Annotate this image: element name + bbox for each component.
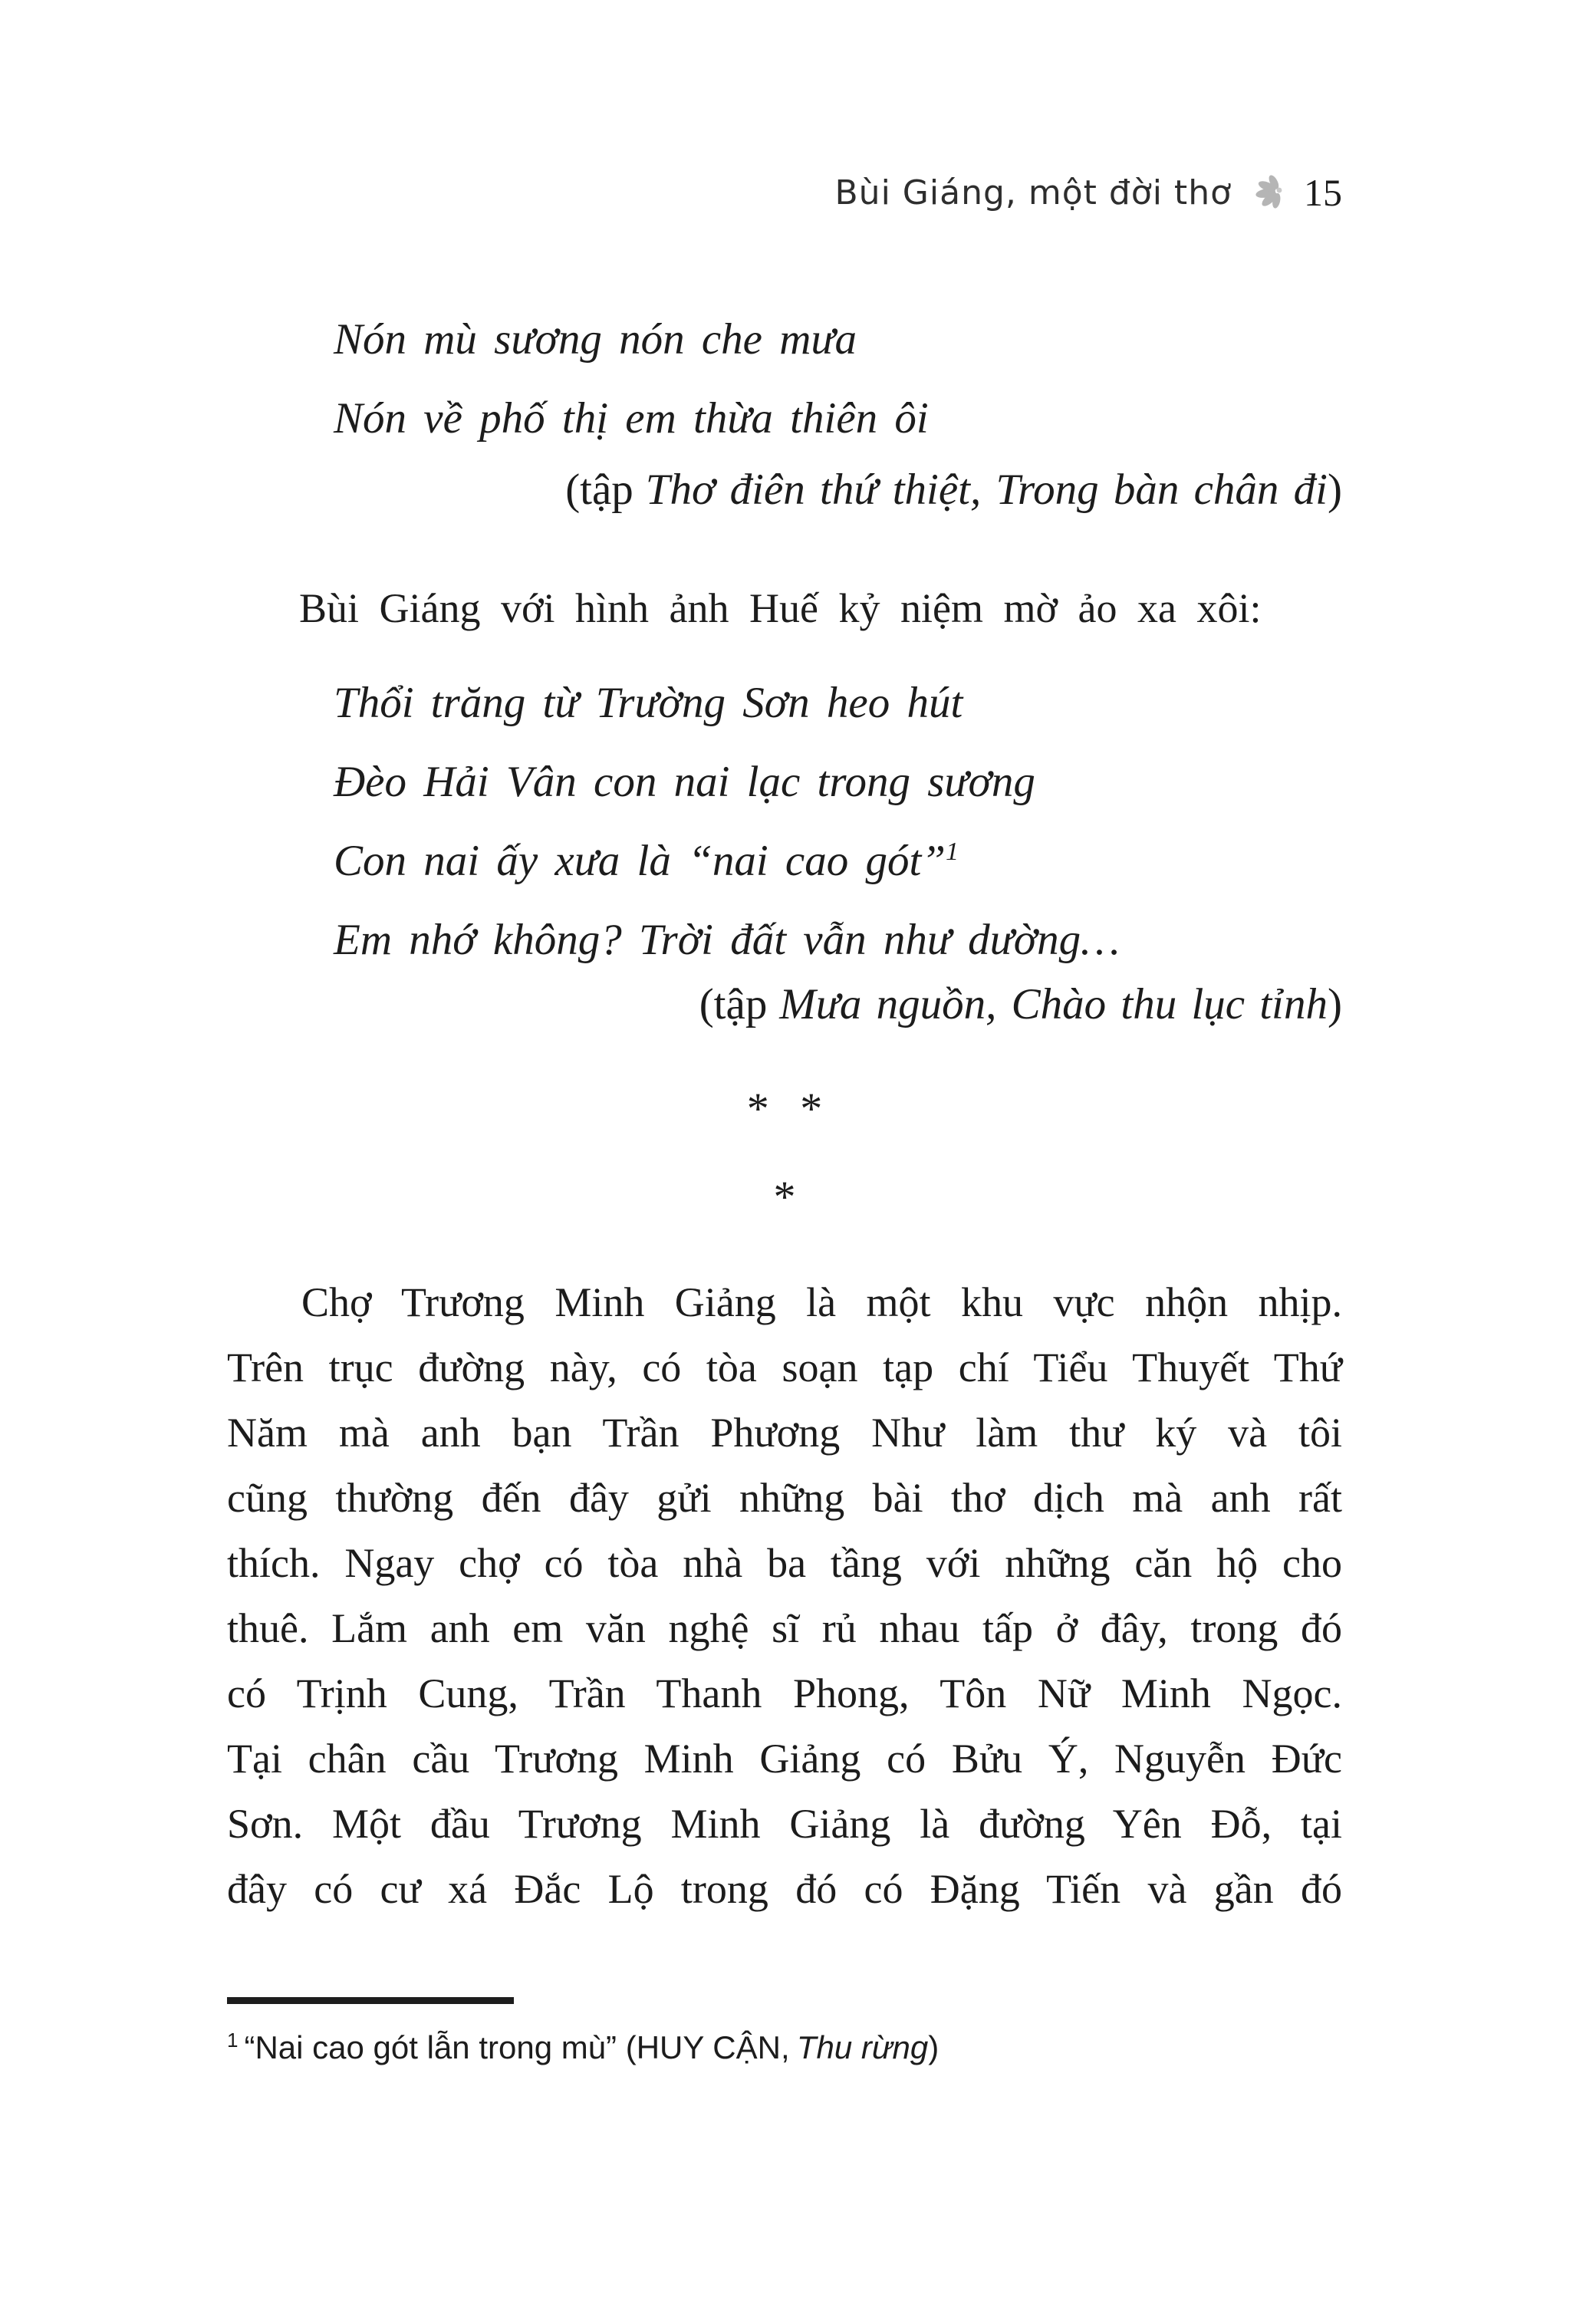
poem-line: Thổi trăng từ Trường Sơn heo hút [334, 679, 963, 727]
poem-line: Đèo Hải Vân con nai lạc trong sương [334, 758, 1035, 806]
footnote-suffix: ) [928, 2029, 940, 2065]
poem-line-text: Con nai ấy xưa là “nai cao gót” [334, 837, 946, 885]
body-line: có Trịnh Cung, Trần Thanh Phong, Tôn Nữ Minh Ngọc. [227, 1670, 1342, 1716]
body-paragraph [227, 1270, 1342, 1922]
running-title: Bùi Giáng, một đời thơ [834, 173, 1232, 212]
citation-titles: Thơ điên thứ thiệt, Trong bàn chân đi [645, 466, 1328, 514]
citation [227, 979, 1342, 1029]
poem-line: Nón mù sương nón che mưa [334, 315, 857, 364]
footnote-rule [227, 1997, 514, 2004]
citation-prefix: (tập [565, 466, 633, 514]
citation-suffix: ) [1328, 980, 1342, 1028]
footnote-work-title: Thu rừng [796, 2029, 929, 2065]
citation-titles: Mưa nguồn, Chào thu lục tỉnh [779, 980, 1328, 1028]
body-line: đây có cư xá Đắc Lộ trong đó có Đặng Tiến và gần đó [227, 1866, 1342, 1912]
body-line: Sơn. Một đầu Trương Minh Giảng là đường Yên Đỗ, tại [227, 1801, 1342, 1847]
body-line: Trên trục đường này, có tòa soạn tạp chí Tiểu Thuyết Thứ [227, 1344, 1342, 1390]
body-line: Tại chân cầu Trương Minh Giảng có Bửu Ý, Nguyễn Đức [227, 1736, 1342, 1782]
poem-line: Nón về phố thị em thừa thiên ôi [334, 394, 929, 443]
footnote-marker: 1 [227, 2029, 239, 2052]
body-line: Chợ Trương Minh Giảng là một khu vực nhộn nhịp. [301, 1279, 1342, 1325]
page-header [227, 170, 1342, 215]
citation-suffix: ) [1328, 466, 1342, 514]
page-number: 15 [1304, 171, 1342, 214]
intro-sentence: Bùi Giáng với hình ảnh Huế kỷ niệm mờ ảo xa xôi: [299, 585, 1262, 631]
footnote-text: “Nai cao gót lẫn trong mù” (HUY CẬN, [244, 2029, 790, 2065]
citation [227, 465, 1342, 515]
body-line: cũng thường đến đây gửi những bài thơ dịch mà anh rất [227, 1475, 1342, 1521]
poem-line [334, 836, 959, 886]
flower-ornament-icon [1246, 173, 1290, 212]
footnote [227, 2029, 1342, 2066]
section-separator-asterisks: * * [746, 1084, 823, 1134]
body-line: thích. Ngay chợ có tòa nhà ba tầng với những căn hộ cho [227, 1540, 1342, 1586]
citation-prefix: (tập [699, 980, 768, 1028]
footnote-ref: 1 [946, 838, 959, 866]
poem-line: Em nhớ không? Trời đất vẫn như dường… [334, 916, 1120, 964]
section-separator-asterisk: * [773, 1172, 796, 1222]
body-line: Năm mà anh bạn Trần Phương Như làm thư ký và tôi [227, 1410, 1342, 1456]
body-line: thuê. Lắm anh em văn nghệ sĩ rủ nhau tấp ở đây, trong đó [227, 1605, 1342, 1651]
